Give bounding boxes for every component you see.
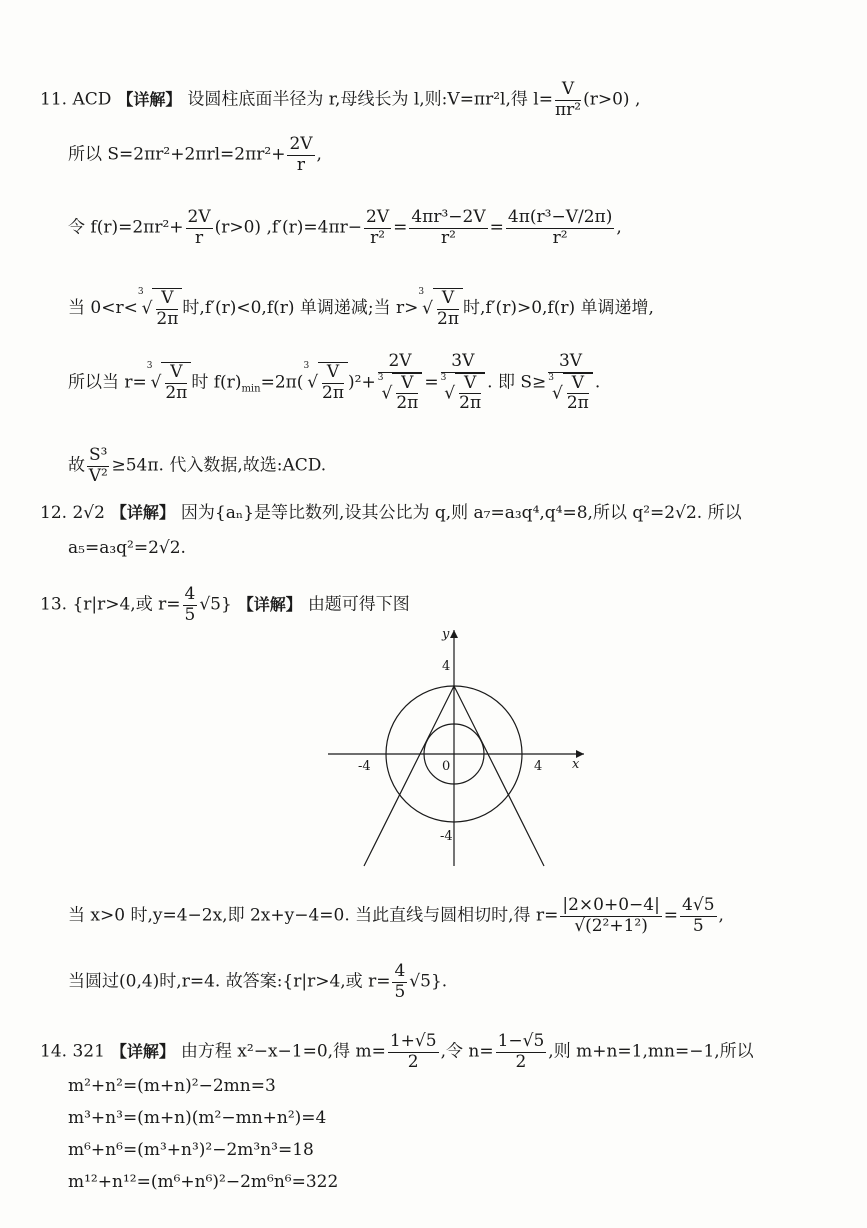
q13-tag: 【详解】	[237, 594, 302, 614]
frac-2v-r	[186, 208, 213, 248]
frac-den: 2π	[396, 393, 419, 414]
tick-x-4: 4	[534, 759, 543, 774]
q11-line-3	[68, 208, 622, 248]
frac-num: |2×0+0−4|	[562, 895, 660, 915]
q13-l1-c: ,	[718, 905, 724, 926]
q13-l1-b: =	[663, 905, 679, 926]
q11-l1-frac	[555, 80, 581, 120]
q11-l2-tail: ,	[316, 144, 322, 165]
q14-eq-1: m²+n²=(m+n)²−2mn=3	[68, 1076, 276, 1096]
frac-num: 2V	[366, 207, 390, 227]
q13-answer: {r|r>4,或 r=	[72, 594, 181, 615]
q14-line-1	[40, 1032, 754, 1072]
frac-den: √(2²+1²)	[574, 915, 648, 936]
frac-den: r²	[552, 227, 568, 248]
q11-l5-d: )²+	[348, 372, 376, 393]
frac-den: 2π	[566, 393, 589, 414]
frac-den: 2π	[165, 382, 188, 403]
frac-den: 2	[515, 1051, 527, 1072]
cube-root: $^3$√ $\frac{V}{2\pi}$	[303, 362, 348, 403]
y-label: y	[442, 627, 450, 642]
root-index: 3	[418, 287, 425, 297]
frac-den: 5	[394, 981, 406, 1002]
q11-l5-min: min	[241, 383, 261, 395]
q11-line-2	[68, 135, 322, 175]
q14-tag: 【详解】	[110, 1041, 175, 1061]
q11-line-1	[40, 80, 640, 120]
frac-distance	[560, 896, 661, 936]
q11-line-6	[68, 446, 326, 486]
root-index: 3	[377, 372, 384, 383]
q11-line-4	[68, 288, 654, 329]
q11-l6-a: 故	[68, 455, 85, 476]
frac-num: V	[396, 374, 418, 395]
cube-root: $^3$√ $\frac{V}{2\pi}$	[147, 362, 192, 403]
frac-num: 3V	[548, 352, 593, 373]
q12-l1: 因为{aₙ}是等比数列,设其公比为 q,则 a₇=a₃q⁴,q⁴=8,所以 q²=2√2. 所以	[180, 503, 742, 523]
frac-3v-root-2: 3V $^3$√ $\frac{V}{2\pi}$	[548, 352, 593, 414]
q14-number: 14. 321	[40, 1041, 105, 1062]
frac-num: 2V	[289, 134, 313, 154]
x-label: x	[572, 757, 580, 772]
frac-s3-v2	[87, 446, 109, 486]
q13-intro: 由题可得下图	[307, 594, 410, 615]
right-line	[454, 686, 544, 866]
frac-den: r²	[370, 227, 386, 248]
q11-l3-a: 令 f(r)=2πr²+	[68, 217, 184, 238]
origin-label: 0	[442, 759, 451, 774]
q11-l5-b: 时 f(r)	[191, 372, 242, 393]
frac-den: 2π	[459, 393, 482, 414]
frac-num: V	[459, 374, 481, 395]
frac-num: 4√5	[682, 895, 715, 915]
frac-num: V	[165, 363, 187, 384]
frac-den: 2π	[156, 308, 179, 329]
q11-l4-c: 时,f′(r)>0,f(r) 单调递增,	[463, 298, 654, 319]
frac-3v-root: 3V $^3$√ $\frac{V}{2\pi}$	[441, 352, 486, 414]
frac-num: 2V	[187, 207, 211, 227]
q13-l1-a: 当 x>0 时,y=4−2x,即 2x+y−4=0. 当此直线与圆相切时,得 r=	[68, 905, 559, 926]
frac-den: r²	[441, 227, 456, 248]
q11-l1-text: 设圆柱底面半径为 r,母线长为 l,则:V=πr²l,得 l=	[187, 89, 553, 110]
q11-l3-e: ,	[616, 217, 622, 238]
q13-line-2	[68, 896, 724, 936]
q14-l1-a: 由方程 x²−x−1=0,得 m=	[180, 1041, 386, 1062]
frac-num: 3V	[441, 352, 486, 373]
frac-num: V	[567, 374, 589, 395]
frac-num: S³	[89, 445, 108, 465]
frac-den: 2π	[322, 382, 345, 403]
q11-l1-tail: (r>0) ,	[583, 89, 641, 110]
frac-den: 5	[184, 604, 196, 625]
q11-l3-b: (r>0) ,f′(r)=4πr−	[214, 217, 363, 238]
root-index: 3	[146, 361, 153, 372]
root-index: 3	[303, 361, 310, 372]
q11-l5-a: 所以当 r=	[68, 372, 147, 393]
cube-root: $^3$√ $\frac{V}{2\pi}$	[138, 288, 183, 329]
q11-tag: 【详解】	[117, 89, 182, 109]
frac-2v-root: 2V $^3$√ $\frac{V}{2\pi}$	[378, 352, 423, 414]
tick-y-4: 4	[442, 659, 451, 674]
frac-2v-r2	[364, 208, 391, 248]
frac-den: 5	[692, 915, 704, 936]
tick-y-neg4: -4	[440, 829, 453, 844]
frac-den: V²	[88, 465, 108, 486]
q13-answer-tail: √5}	[199, 594, 232, 615]
frac-den: r	[296, 154, 306, 175]
frac-num: 4πr³−2V	[411, 207, 486, 227]
y-axis-arrow	[450, 630, 458, 638]
frac-num: 2V	[378, 352, 423, 373]
q14-eq-4: m¹²+n¹²=(m⁶+n⁶)²−2m⁶n⁶=322	[68, 1172, 339, 1192]
q12-tag: 【详解】	[110, 503, 175, 522]
frac-num: V	[322, 363, 344, 384]
q14-eq-3: m⁶+n⁶=(m³+n³)²−2m³n³=18	[68, 1140, 314, 1160]
frac-num: 4	[184, 584, 196, 604]
frac-den: πr²	[554, 99, 582, 120]
frac-num: V	[156, 289, 178, 310]
frac-den: 2	[407, 1051, 419, 1072]
frac-num: 1+√5	[389, 1031, 437, 1051]
q11-l5-g: .	[594, 372, 601, 393]
root-index: 3	[440, 372, 447, 383]
q11-l2-frac	[287, 135, 314, 175]
q12-number: 12. 2√2	[40, 503, 105, 523]
q13-line-1	[40, 585, 410, 625]
q11-l4-a: 当 0<r<	[68, 298, 138, 319]
q13-line-3	[68, 962, 447, 1002]
q11-l3-c: =	[393, 217, 408, 238]
q11-l3-d: =	[489, 217, 504, 238]
frac-num: 4π(r³−V/2π)	[507, 207, 613, 227]
frac-num: V	[555, 80, 581, 101]
q13-l2-b: √5}.	[409, 971, 448, 992]
frac-m	[388, 1032, 439, 1072]
q11-l6-b: ≥54π. 代入数据,故选:ACD.	[111, 455, 327, 476]
q13-figure	[328, 622, 588, 870]
tick-x-neg4: -4	[358, 759, 371, 774]
frac-den: r	[194, 227, 204, 248]
q14-l1-b: ,令 n=	[440, 1041, 494, 1062]
q11-l2-text: 所以 S=2πr²+2πrl=2πr²+	[68, 144, 286, 165]
frac-num: 1−√5	[497, 1031, 545, 1051]
frac-4pir3	[409, 208, 487, 248]
q11-line-5	[68, 352, 600, 414]
q11-l5-f: . 即 S≥	[487, 372, 547, 393]
cube-root: $^3$√ $\frac{V}{2\pi}$	[418, 288, 463, 329]
frac-n	[496, 1032, 547, 1072]
q11-l5-c: =2π(	[260, 372, 304, 393]
q13-l2-a: 当圆过(0,4)时,r=4. 故答案:{r|r>4,或 r=	[68, 971, 391, 992]
q13-number: 13.	[40, 594, 68, 615]
frac-4-5	[183, 585, 198, 625]
root-index: 3	[548, 372, 554, 383]
q11-number: 11. ACD	[40, 89, 112, 110]
q12-line-2: a₅=a₃q²=2√2.	[68, 538, 186, 558]
q14-eq-2: m³+n³=(m+n)(m²−mn+n²)=4	[68, 1108, 327, 1128]
root-index: 3	[137, 287, 144, 297]
frac-num: V	[437, 289, 459, 310]
frac-den: 2π	[437, 308, 459, 329]
frac-num: 4	[394, 961, 406, 981]
q11-l5-e: =	[424, 372, 439, 393]
q14-l1-c: ,则 m+n=1,mn=−1,所以	[548, 1041, 754, 1062]
frac-big	[506, 208, 614, 248]
q12-line-1	[40, 505, 742, 522]
frac-4-5	[392, 962, 407, 1002]
q11-l4-b: 时,f′(r)<0,f(r) 单调递减;当 r>	[182, 298, 419, 319]
frac-4r5-5	[680, 896, 716, 936]
